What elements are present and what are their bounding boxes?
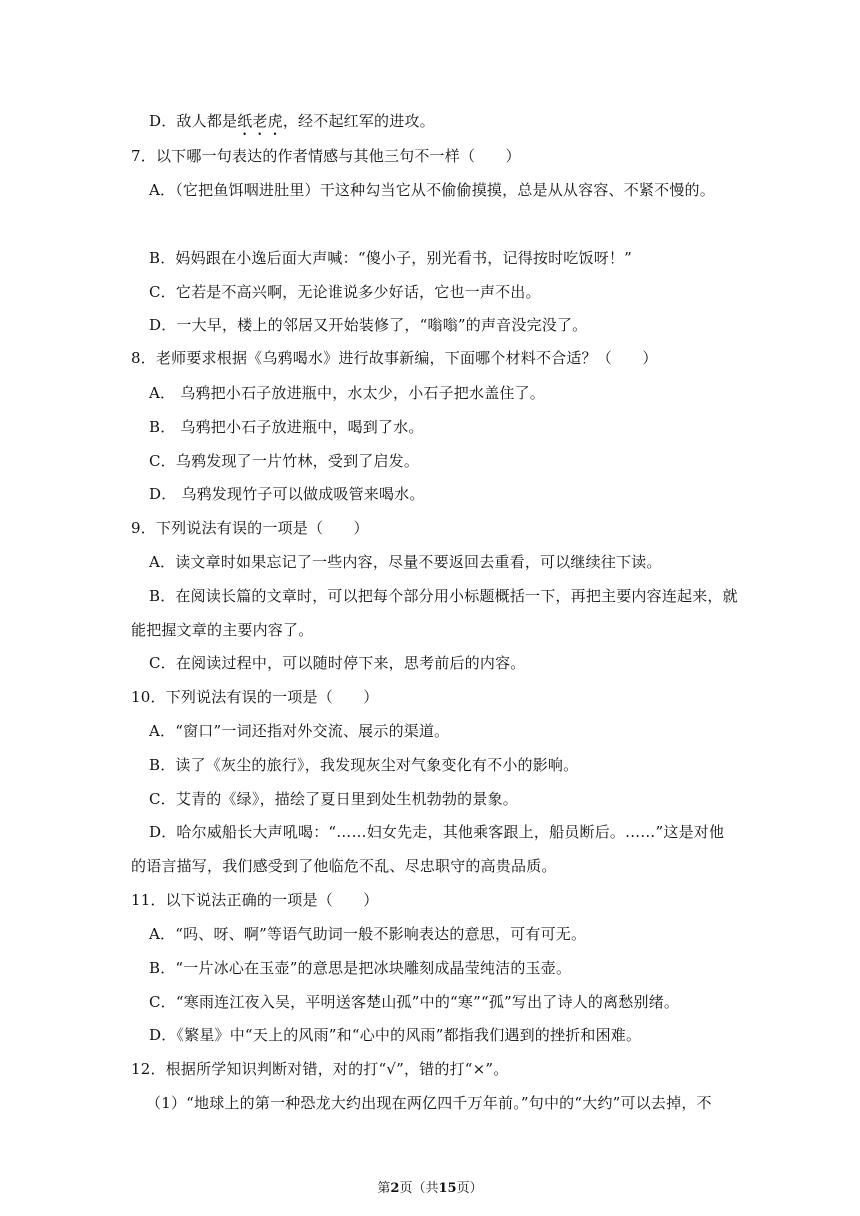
q9-option-c: C．在阅读过程中，可以随时停下来，思考前后的内容。 [149,654,526,672]
q7-stem: 7．以下哪一句表达的作者情感与其他三句不一样（ ） [131,147,521,165]
q10-stem: 10．下列说法有误的一项是（ ） [131,688,379,706]
q7-option-a: A．（它把鱼饵咽进肚里）干这种勾当它从不偷偷摸摸，总是从从容容、不紧不慢的。 [149,181,715,199]
footer-prefix: 第 [377,1181,391,1196]
q8-option-a: A． 乌鸦把小石子放进瓶中，水太少，小石子把水盖住了。 [149,384,546,402]
footer-middle: 页（共 [399,1181,439,1196]
q7-option-d: D．一大早，楼上的邻居又开始装修了，“嗡嗡”的声音没完没了。 [149,316,588,334]
footer-total-pages: 15 [438,1181,457,1196]
q6-option-d-emphasis: 纸老虎 [237,112,283,130]
q10-option-d-line1: D．哈尔威船长大声吼喝：“……妇女先走，其他乘客跟上，船员断后。……”这是对他 [149,823,725,841]
q10-option-d-line2: 的语言描写，我们感受到了他临危不乱、尽忠职守的高贵品质。 [131,857,557,875]
q8-option-b: B． 乌鸦把小石子放进瓶中，喝到了水。 [149,418,424,436]
q9-stem: 9．下列说法有误的一项是（ ） [131,519,369,537]
q6-option-d-text-start: D．敌人都是 [149,112,238,130]
q11-option-a: A．“吗、呀、啊”等语气助词一般不影响表达的意思，可有可无。 [149,925,587,943]
q9-option-b-line1: B．在阅读长篇的文章时，可以把每个部分用小标题概括一下，再把主要内容连起来，就 [149,587,738,605]
q11-option-c: C．“寒雨连江夜入吴，平明送客楚山孤”中的“寒”“孤”写出了诗人的离愁别绪。 [149,993,680,1011]
q9-option-b-line2: 能把握文章的主要内容了。 [131,621,314,639]
q12-stem: 12．根据所学知识判断对错，对的打“√”，错的打“×”。 [131,1060,509,1078]
q11-option-b: B．“一片冰心在玉壶”的意思是把冰块雕刻成晶莹纯洁的玉壶。 [149,959,572,977]
q8-stem: 8．老师要求根据《乌鸦喝水》进行故事新编，下面哪个材料不合适？（ ） [131,349,658,367]
q11-option-d: D．《繁星》中“天上的风雨”和“心中的风雨”都指我们遇到的挫折和困难。 [149,1026,642,1044]
q7-option-b: B．妈妈跟在小逸后面大声喊：“傻小子，别光看书，记得按时吃饭呀！” [149,249,632,267]
q8-option-d: D． 乌鸦发现竹子可以做成吸管来喝水。 [149,485,425,503]
q11-stem: 11．以下说法正确的一项是（ ） [131,891,379,909]
footer-page-number: 2 [390,1181,400,1196]
q8-option-c: C．乌鸦发现了一片竹林，受到了启发。 [149,452,420,470]
q10-option-b: B．读了《灰尘的旅行》，我发现灰尘对气象变化有不小的影响。 [149,756,579,774]
q6-option-d-text-end: ，经不起红军的进攻。 [282,112,435,130]
q6-option-d [149,111,435,139]
footer-suffix: 页） [456,1181,483,1196]
page-footer [0,1180,860,1198]
q12-item-1: （1）“地球上的第一种恐龙大约出现在两亿四千万年前。”句中的“大约”可以去掉，不 [146,1094,712,1112]
q9-option-a: A．读文章时如果忘记了一些内容，尽量不要返回去重看，可以继续往下读。 [149,553,662,571]
q10-option-a: A．“窗口”一词还指对外交流、展示的渠道。 [149,722,450,740]
q7-option-c: C．它若是不高兴啊，无论谁说多少好话，它也一声不出。 [149,283,541,301]
q10-option-c: C．艾青的《绿》，描绘了夏日里到处生机勃勃的景象。 [149,790,518,808]
